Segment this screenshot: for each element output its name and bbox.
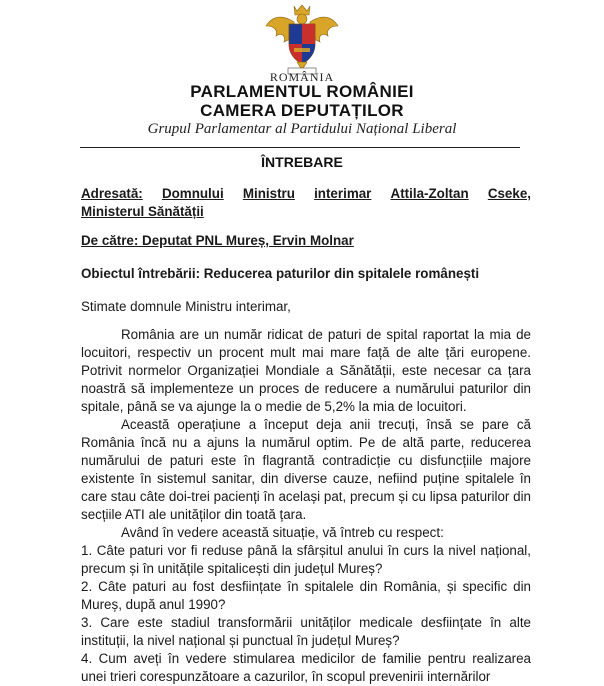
- salutation: Stimate domnule Ministru interimar,: [81, 299, 291, 314]
- romanian-coat-of-arms-icon: [264, 4, 340, 76]
- paragraph-2: Această operațiune a început deja anii trecuți, însă se pare că România încă nu a ajuns la numărul optim. Pe de altă parte, reducerea numărului de paturi este în flagrantă contradicție cu disfuncțiile majore existente în sistemul sanitar, din diverse cauze, nefiind puține spitalele în care stau câte doi-trei pacienți în același pat, precum și cu lipsa paturilor din secțiile ATI ale unităților din toată țara.: [81, 417, 531, 522]
- parliament-heading: PARLAMENTUL ROMÂNIEI: [190, 82, 414, 101]
- country-label: ROMÂNIA: [269, 70, 335, 84]
- addressee-label: Adresată:: [81, 186, 143, 201]
- paragraph-1: România are un număr ridicat de paturi de spital raportat la mia de locuitori, respectiv un procent mult mai mare față de alte țări europene. Potrivit normelor Organizației Mondiale a Sănătății, este necesar ca țara noastră să implementeze un proces de reducere a numărului paturilor din spitale, până se va ajunge la o medie de 5,2% la mia de locuitori.: [81, 327, 531, 414]
- subject-line: Obiectul întrebării: Reducerea paturilor din spitalele românești: [81, 266, 480, 281]
- question-1: 1. Câte paturi vor fi reduse până la sfârșitul anului în curs la nivel național, precum și în unitățile spitalicești din județul Mureș?: [81, 543, 531, 576]
- addressee-ministry: Ministerul Sănătății: [81, 204, 204, 219]
- from-line: De către: Deputat PNL Mureș, Ervin Molnar: [81, 233, 354, 248]
- paragraph-3: Având în vedere această situație, vă întreb cu respect:: [121, 525, 444, 540]
- question-3: 3. Care este stadiul transformării unităților medicale desființate în alte instituții, la nivel național și punctual în județul Mureș?: [81, 615, 531, 648]
- document-title: ÎNTREBARE: [261, 154, 343, 170]
- chamber-heading: CAMERA DEPUTAȚILOR: [200, 101, 404, 120]
- question-2: 2. Câte paturi au fost desființate în spitalele din România, și specific din Mureș, după anul 1990?: [81, 579, 531, 612]
- parliamentary-group: Grupul Parlamentar al Partidului Național Liberal: [147, 121, 457, 137]
- letter-body: [81, 326, 531, 686]
- addressee-block: Adresată: Domnului Ministru interimar Attila-Zoltan Cseke, Ministerul Sănătății: [81, 186, 531, 219]
- question-4: 4. Cum aveți în vedere stimularea medicilor de familie pentru realizarea unei trieri corespunzătoare a cazurilor, în scopul prevenirii internărilor: [81, 651, 531, 684]
- header-divider: [80, 147, 520, 148]
